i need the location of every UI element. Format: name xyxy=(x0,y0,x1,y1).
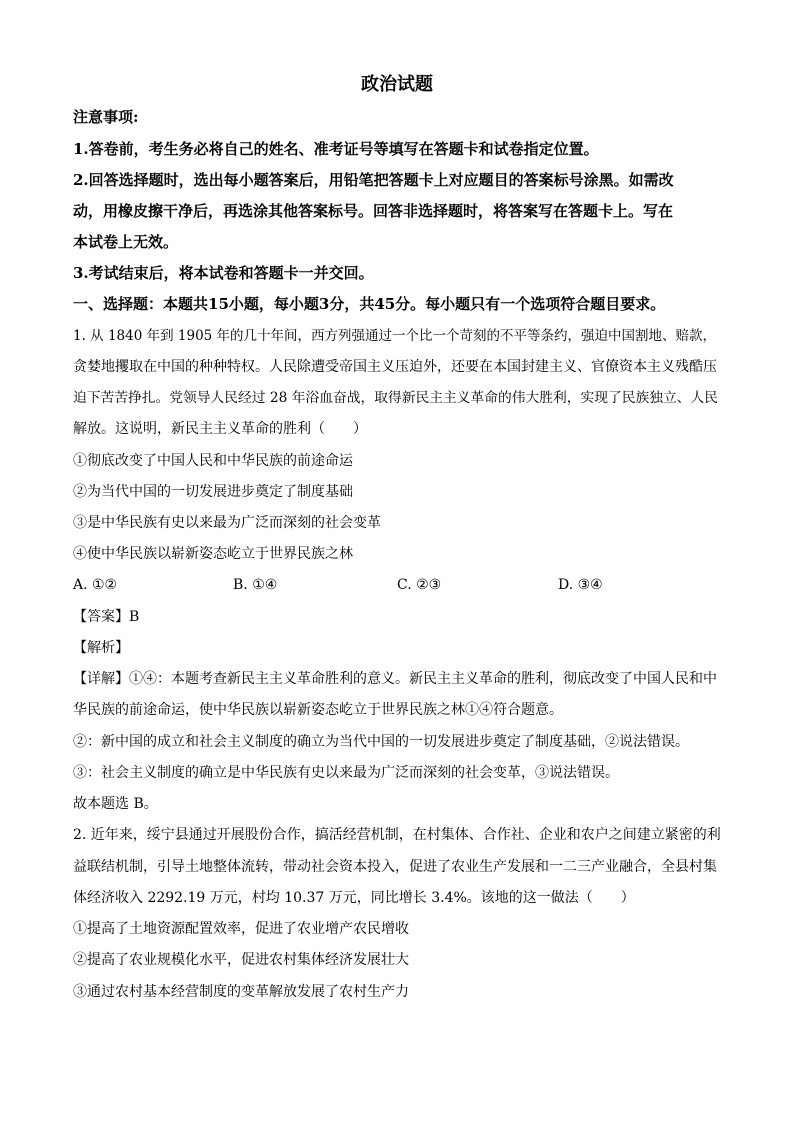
notice-item-2-line-1: 2.回答选择题时，选出每小题答案后，用铅笔把答题卡上对应题目的答案标号涂黑。如需改 xyxy=(73,171,674,189)
notice-item-1: 1.答卷前，考生务必将自己的姓名、准考证号等填写在答题卡和试卷指定位置。 xyxy=(73,140,599,158)
q2-stem-line-3: 体经济收入 2292.19 万元，村均 10.37 万元，同比增长 3.4%。该地的这一做法（ ） xyxy=(73,890,635,906)
section-heading: 一、选择题：本题共15小题，每小题3分，共45分。每小题只有一个选项符合题目要求。 xyxy=(73,295,666,313)
page-title: 政治试题 xyxy=(361,74,433,95)
q1-statement-4: ④使中华民族以崭新姿态屹立于世界民族之林 xyxy=(73,546,353,562)
q1-detail-line-2: 华民族的前途命运，使中华民族以崭新姿态屹立于世界民族之林①④符合题意。 xyxy=(73,702,563,718)
q2-statement-3: ③通过农村基本经营制度的变革解放发展了农村生产力 xyxy=(73,984,409,1000)
q1-statement-1: ①彻底改变了中国人民和中华民族的前途命运 xyxy=(73,453,353,469)
q1-analysis-label: 【解析】 xyxy=(73,640,129,656)
q1-option-c: C. ②③ xyxy=(397,577,442,593)
q2-statement-2: ②提高了农业规模化水平，促进农村集体经济发展壮大 xyxy=(73,952,409,968)
q1-statement-2: ②为当代中国的一切发展进步奠定了制度基础 xyxy=(73,484,353,500)
q1-option-d: D. ③④ xyxy=(558,577,603,593)
q1-detail-line-3: ②：新中国的成立和社会主义制度的确立为当代中国的一切发展进步奠定了制度基础，②说法错误。 xyxy=(73,734,689,750)
q2-stem-line-1: 2. 近年来，绥宁县通过开展股份合作，搞活经营机制，在村集体、合作社、企业和农户之间建立紧密的利 xyxy=(73,827,721,843)
notice-heading: 注意事项: xyxy=(73,108,139,126)
q1-detail-line-1: 【详解】①④：本题考查新民主主义革命胜利的意义。新民主主义革命的胜利，彻底改变了中国人民和中 xyxy=(73,671,717,687)
q1-statement-3: ③是中华民族有史以来最为广泛而深刻的社会变革 xyxy=(73,515,381,531)
q1-option-a: A. ①② xyxy=(73,577,118,593)
q1-stem-line-4: 解放。这说明，新民主主义革命的胜利（ ） xyxy=(73,421,367,437)
notice-item-3: 3.考试结束后，将本试卷和答题卡一并交回。 xyxy=(73,264,374,282)
q1-stem-line-3: 迫下苦苦挣扎。党领导人民经过 28 年浴血奋战，取得新民主主义革命的伟大胜利，实现了民族独立、人民 xyxy=(73,390,718,406)
q1-stem-line-1: 1. 从 1840 年到 1905 年的几十年间，西方列强通过一个比一个苛刻的不平等条约，强迫中国割地、赔款， xyxy=(73,328,717,344)
q1-detail-line-4: ③：社会主义制度的确立是中华民族有史以来最为广泛而深刻的社会变革，③说法错误。 xyxy=(73,765,619,781)
q1-conclusion: 故本题选 B。 xyxy=(73,796,158,812)
notice-item-2-line-3: 本试卷上无效。 xyxy=(73,233,179,251)
q1-stem-line-2: 贪婪地攫取在中国的种种特权。人民除遭受帝国主义压迫外，还要在本国封建主义、官僚资本主义残酷压 xyxy=(73,359,717,375)
notice-item-2-line-2: 动，用橡皮擦干净后，再选涂其他答案标号。回答非选择题时，将答案写在答题卡上。写在 xyxy=(73,202,674,220)
q1-answer: 【答案】B xyxy=(73,609,140,625)
q2-statement-1: ①提高了土地资源配置效率，促进了农业增产农民增收 xyxy=(73,921,409,937)
q1-option-b: B. ①④ xyxy=(233,577,278,593)
q2-stem-line-2: 益联结机制，引导土地整体流转，带动社会资本投入，促进了农业生产发展和一二三产业融合，全县村集 xyxy=(73,859,717,875)
